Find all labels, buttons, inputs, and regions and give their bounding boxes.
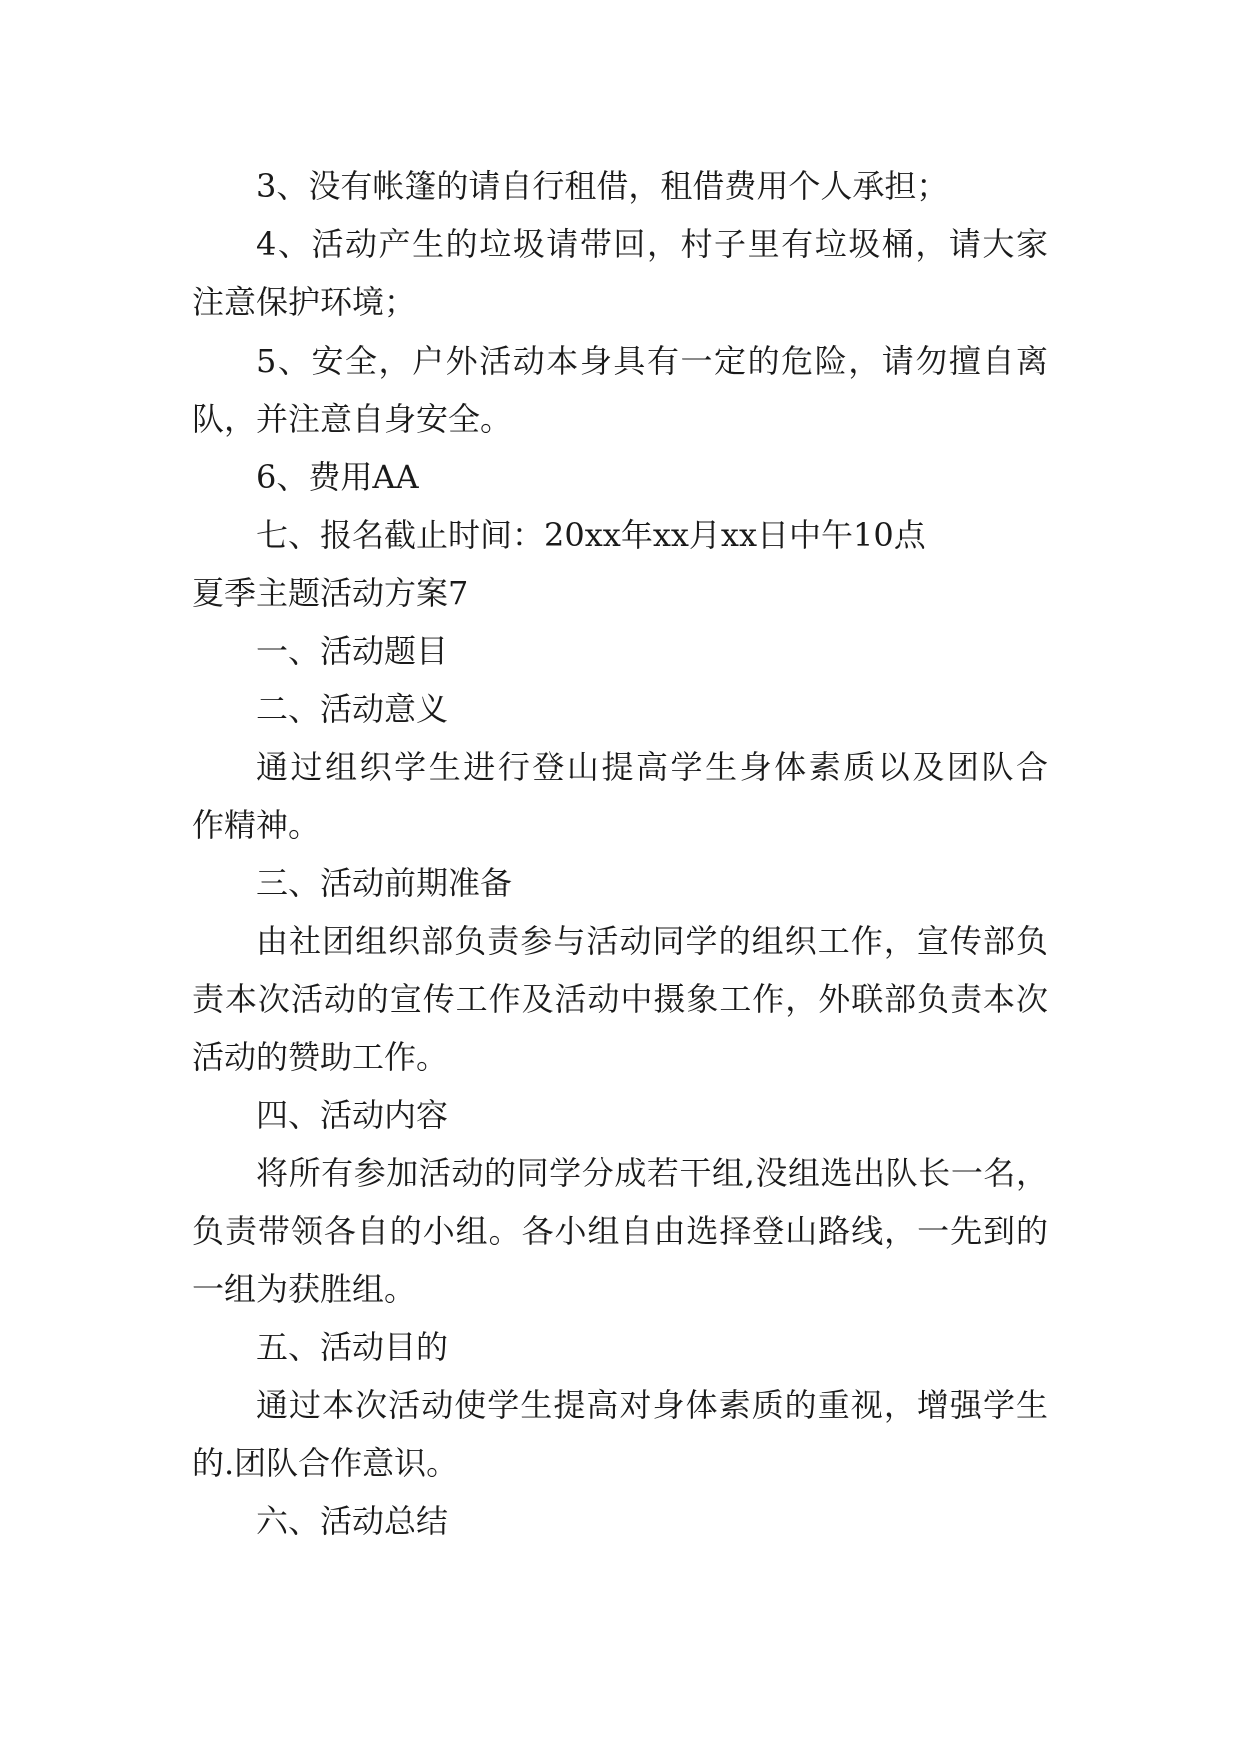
- text-line: 五、活动目的: [256, 1328, 449, 1366]
- text-line: 注意保护环境；: [192, 283, 417, 321]
- text-line: 通过本次活动使学生提高对身体素质的重视，增强学生: [256, 1386, 1048, 1424]
- text-line: 3、没有帐篷的请自行租借，租借费用个人承担；: [256, 167, 949, 205]
- text-line: 4、活动产生的垃圾请带回，村子里有垃圾桶，请大家: [256, 225, 1048, 263]
- text-line: 将所有参加活动的同学分成若干组,没组选出队长一名，: [256, 1154, 1048, 1192]
- text-line: 一、活动题目: [256, 632, 449, 670]
- text-line: 活动的赞助工作。: [192, 1038, 449, 1076]
- text-line: 七、报名截止时间：20xx年xx月xx日中午10点: [256, 516, 926, 554]
- text-line: 6、费用AA: [256, 458, 419, 496]
- text-line: 负责带领各自的小组。各小组自由选择登山路线，一先到的: [192, 1212, 1048, 1250]
- text-line: 四、活动内容: [256, 1096, 449, 1134]
- text-line: 责本次活动的宣传工作及活动中摄象工作，外联部负责本次: [192, 980, 1048, 1018]
- text-line: 一组为获胜组。: [192, 1270, 417, 1308]
- text-line: 的.团队合作意识。: [192, 1444, 459, 1482]
- text-line: 5、安全，户外活动本身具有一定的危险，请勿擅自离: [256, 342, 1048, 380]
- text-line: 队，并注意自身安全。: [192, 400, 513, 438]
- text-line: 由社团组织部负责参与活动同学的组织工作，宣传部负: [256, 922, 1048, 960]
- section-heading: 夏季主题活动方案7: [192, 574, 469, 612]
- text-line: 二、活动意义: [256, 690, 449, 728]
- text-line: 六、活动总结: [256, 1502, 449, 1540]
- text-line: 作精神。: [192, 806, 321, 844]
- text-line: 通过组织学生进行登山提高学生身体素质以及团队合: [256, 748, 1048, 786]
- text-line: 三、活动前期准备: [256, 864, 513, 902]
